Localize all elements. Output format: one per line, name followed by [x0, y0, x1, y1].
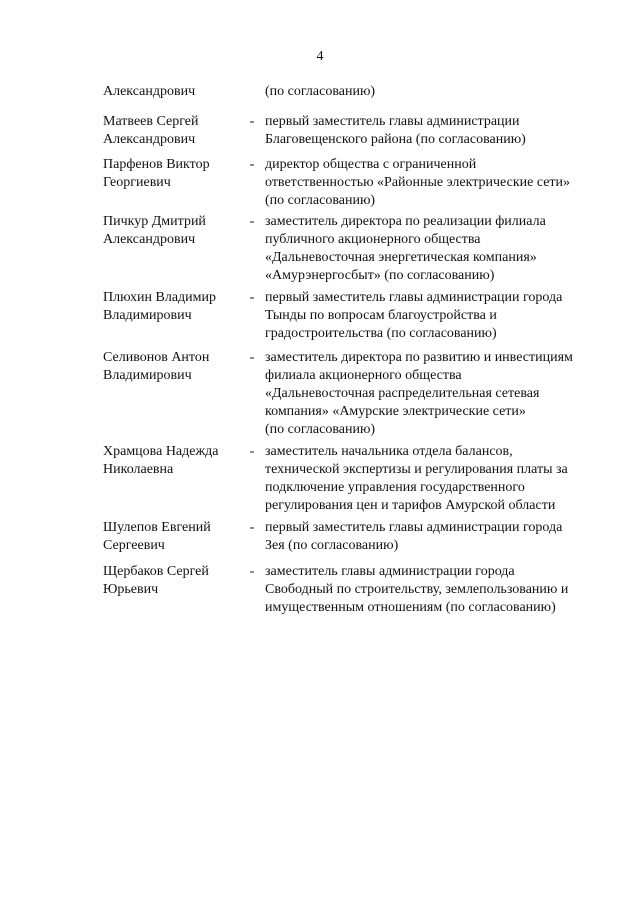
person-name: Плюхин Владимир Владимирович: [103, 290, 216, 323]
dash-separator: -: [249, 350, 255, 365]
page-number: 4: [316, 49, 324, 64]
dash-separator: -: [249, 157, 255, 172]
person-name: Пичкур Дмитрий Александрович: [103, 214, 206, 247]
person-position: первый заместитель главы администрации города Зея (по согласованию): [265, 520, 563, 553]
person-name: Парфенов Виктор Георгиевич: [103, 157, 210, 190]
person-name: Александрович: [103, 84, 196, 99]
dash-separator: -: [249, 564, 255, 579]
person-name: Матвеев Сергей Александрович: [103, 114, 199, 147]
person-name: Шулепов Евгений Сергеевич: [103, 520, 211, 553]
person-position: заместитель главы администрации города Свободный по строительству, землепользованию и имущественным отношениям (по согласованию): [265, 564, 569, 615]
dash-separator: -: [249, 444, 255, 459]
person-position: директор общества с ограниченной ответственностью «Районные электрические сети» (по согласованию): [265, 157, 571, 208]
person-name: Щербаков Сергей Юрьевич: [103, 564, 209, 597]
person-position: заместитель директора по развитию и инвестициям филиала акционерного общества «Дальневосточная распределительная сетевая компания» «Амурские электрические сети» (по согласованию): [265, 350, 573, 437]
person-name: Селивонов Антон Владимирович: [103, 350, 210, 383]
person-name: Храмцова Надежда Николаевна: [103, 444, 219, 477]
person-position: (по согласованию): [265, 84, 376, 99]
person-position: заместитель директора по реализации филиала публичного акционерного общества «Дальневосточная энергетическая компания» «Амурэнергосбыт» (по согласованию): [265, 214, 546, 283]
dash-separator: -: [249, 214, 255, 229]
dash-separator: -: [249, 114, 255, 129]
person-position: первый заместитель главы администрации Благовещенского района (по согласованию): [265, 114, 526, 147]
person-position: заместитель начальника отдела балансов, технической экспертизы и регулирования платы за подключение управления государственного регулирования цен и тарифов Амурской области: [265, 444, 568, 513]
dash-separator: -: [249, 520, 255, 535]
dash-separator: -: [249, 290, 255, 305]
person-position: первый заместитель главы администрации города Тынды по вопросам благоустройства и градостроительства (по согласованию): [265, 290, 563, 341]
